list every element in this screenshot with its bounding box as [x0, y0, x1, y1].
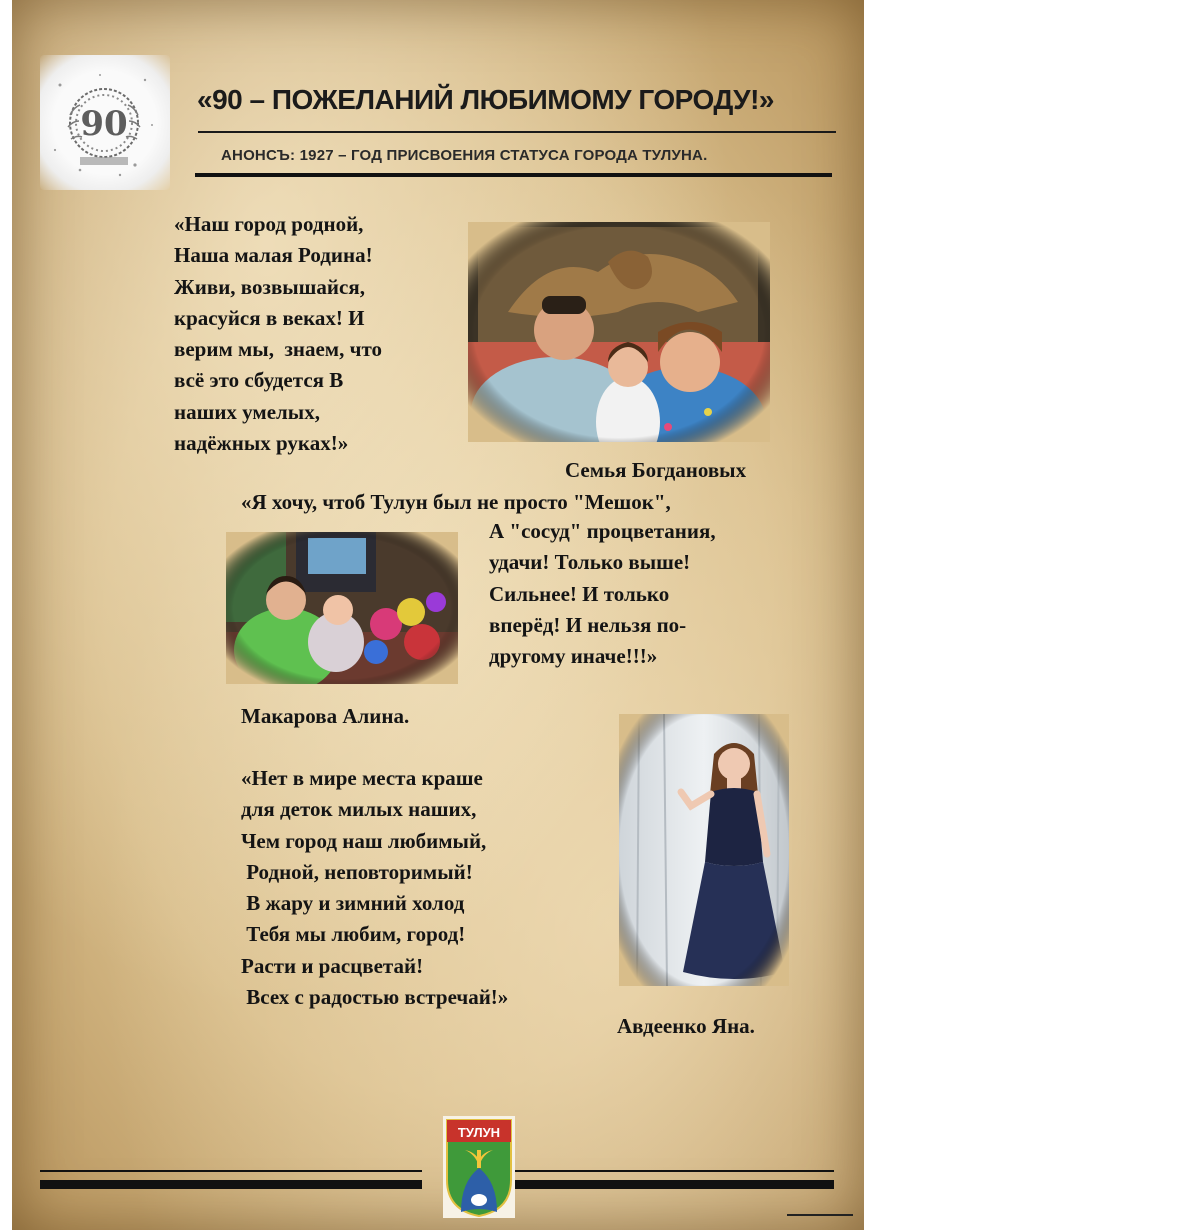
- mother-child-photo-icon: [226, 532, 458, 684]
- wish-2-first-line: «Я хочу, чтоб Тулун был не просто "Мешок",: [241, 490, 671, 514]
- emblem-text: ТУЛУН: [457, 1125, 501, 1140]
- footer-rule-right-thick: [508, 1180, 834, 1189]
- anniversary-90-logo-icon: [40, 55, 170, 190]
- wish-3-text: «Нет в мире места краше для деток милых наших, Чем город наш любимый, Родной, неповторимый! В жару и зимний холод Тебя мы любим, город! Расти и расцветай! Всех с радостью встречай!»: [241, 766, 509, 1010]
- page-title: «90 – ПОЖЕЛАНИЙ ЛЮБИМОМУ ГОРОДУ!»: [197, 84, 774, 115]
- girl-portrait-photo-icon: [619, 714, 789, 986]
- tulun-coat-of-arms-icon: [443, 1116, 515, 1218]
- svg-text:90: 90: [80, 104, 128, 144]
- family-photo-icon: [468, 222, 770, 442]
- footer-rule-left-thick: [40, 1180, 422, 1189]
- wish-1-author: Семья Богдановых: [565, 458, 747, 482]
- newspaper-page: [12, 0, 864, 1230]
- title-divider: [198, 131, 836, 133]
- wish-2-author: Макарова Алина.: [241, 704, 410, 728]
- corner-mark: [787, 1214, 853, 1216]
- wish-3-author: Авдеенко Яна.: [617, 1014, 755, 1038]
- page-subtitle: АНОНСЪ: 1927 – ГОД ПРИСВОЕНИЯ СТАТУСА ГОРОДА ТУЛУНА.: [221, 147, 708, 164]
- footer-rule-right-thin: [508, 1170, 834, 1172]
- subtitle-divider: [195, 173, 832, 177]
- footer-rule-left-thin: [40, 1170, 422, 1172]
- wish-2-text: А "сосуд" процветания, удачи! Только выше! Сильнее! И только вперёд! И нельзя по- другому иначе!!!»: [489, 519, 716, 669]
- wish-1-text: «Наш город родной, Наша малая Родина! Живи, возвышайся, красуйся в веках! И верим мы, знаем, что всё это сбудется В наших умелых, надёжных руках!»: [174, 212, 382, 456]
